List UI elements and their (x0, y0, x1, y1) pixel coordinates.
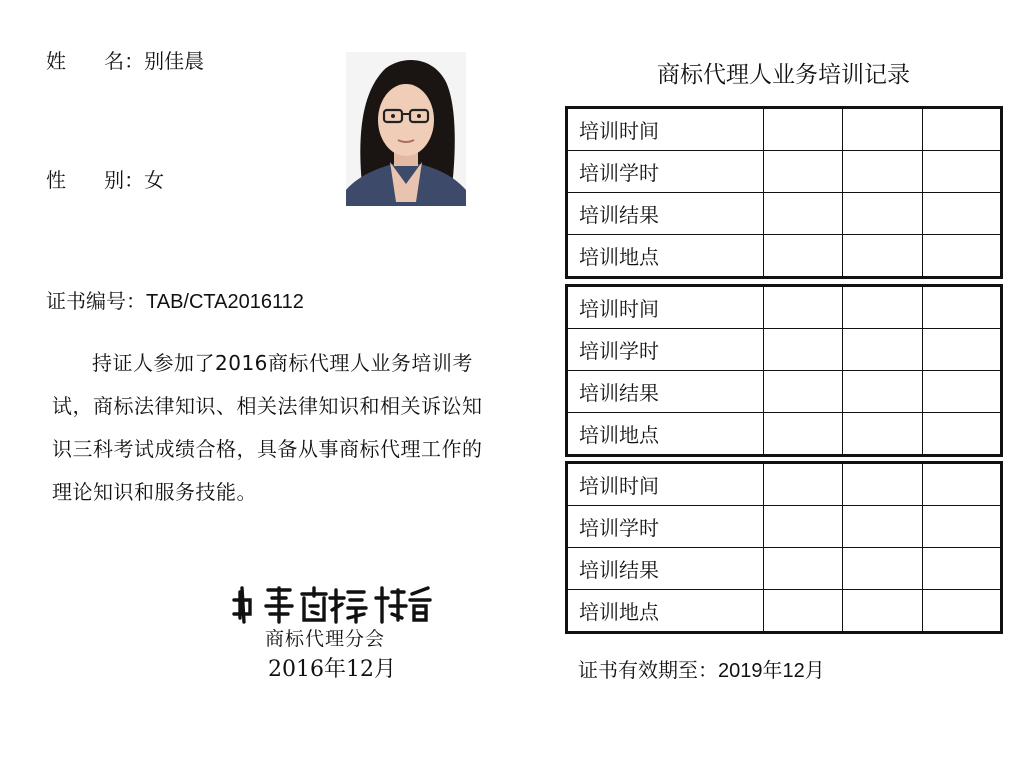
validity-label: 证书有效期至： (578, 658, 718, 682)
record-cell[interactable] (843, 108, 922, 151)
row-label: 培训地点 (567, 413, 764, 456)
record-cell[interactable] (764, 590, 843, 633)
table-row (567, 590, 1002, 633)
record-cell[interactable] (843, 329, 922, 371)
record-cell[interactable] (843, 235, 922, 278)
record-cell[interactable] (922, 329, 1001, 371)
record-cell[interactable] (764, 235, 843, 278)
record-title: 商标代理人业务培训记录 (657, 62, 910, 88)
table-row (567, 193, 1002, 235)
record-cell[interactable] (843, 463, 922, 506)
row-label: 培训结果 (567, 371, 764, 413)
row-label: 培训地点 (567, 235, 764, 278)
row-label: 培训时间 (567, 463, 764, 506)
record-cell[interactable] (764, 506, 843, 548)
table-row (567, 329, 1002, 371)
record-cell[interactable] (843, 413, 922, 456)
record-cell[interactable] (922, 506, 1001, 548)
gender-value: 女 (144, 168, 165, 192)
record-cell[interactable] (843, 506, 922, 548)
row-label: 培训结果 (567, 548, 764, 590)
record-cell[interactable] (764, 548, 843, 590)
issuer-branch: 商标代理分会 (265, 628, 386, 650)
record-cell[interactable] (843, 371, 922, 413)
record-cell[interactable] (922, 463, 1001, 506)
record-cell[interactable] (764, 193, 843, 235)
issue-date: 2016年12月 (268, 657, 396, 682)
cert-number-label: 证书编号： (46, 289, 146, 313)
training-record-table-2 (565, 284, 1003, 457)
association-seal-calligraphy (232, 584, 432, 624)
record-cell[interactable] (764, 151, 843, 193)
record-cell[interactable] (764, 286, 843, 329)
record-cell[interactable] (764, 371, 843, 413)
record-cell[interactable] (764, 108, 843, 151)
gender-field (46, 164, 164, 193)
training-record-table-1 (565, 106, 1003, 279)
record-cell[interactable] (922, 286, 1001, 329)
row-label: 培训结果 (567, 193, 764, 235)
table-row (567, 548, 1002, 590)
training-record-table-3 (565, 461, 1003, 634)
name-field (46, 45, 204, 74)
holder-photo (346, 52, 466, 206)
row-label: 培训时间 (567, 108, 764, 151)
record-cell[interactable] (922, 590, 1001, 633)
table-row (567, 108, 1002, 151)
table-row (567, 286, 1002, 329)
row-label: 培训学时 (567, 329, 764, 371)
validity-date: 2019年12月 (718, 660, 825, 682)
record-cell[interactable] (922, 108, 1001, 151)
cert-number-value: TAB/CTA2016112 (146, 291, 304, 313)
record-cell[interactable] (764, 463, 843, 506)
name-label: 姓 名： (46, 49, 145, 73)
row-label: 培训时间 (567, 286, 764, 329)
table-row (567, 506, 1002, 548)
table-row (567, 151, 1002, 193)
cert-number-field (46, 285, 304, 314)
record-cell[interactable] (843, 590, 922, 633)
record-cell[interactable] (922, 371, 1001, 413)
record-cell[interactable] (843, 151, 922, 193)
gender-label: 性 别： (46, 168, 145, 192)
record-cell[interactable] (922, 193, 1001, 235)
record-cell[interactable] (764, 329, 843, 371)
record-cell[interactable] (843, 548, 922, 590)
record-cell[interactable] (764, 413, 843, 456)
name-value: 别佳晨 (144, 49, 205, 73)
record-cell[interactable] (843, 193, 922, 235)
table-row (567, 463, 1002, 506)
certificate-statement: 持证人参加了2016商标代理人业务培训考试，商标法律知识、相关法律知识和相关诉讼知识三科考试成绩合格，具备从事商标代理工作的理论知识和服务技能。 (52, 351, 483, 504)
record-cell[interactable] (922, 151, 1001, 193)
validity-field (578, 654, 825, 683)
record-cell[interactable] (922, 413, 1001, 456)
row-label: 培训地点 (567, 590, 764, 633)
table-row (567, 235, 1002, 278)
row-label: 培训学时 (567, 506, 764, 548)
record-cell[interactable] (922, 548, 1001, 590)
record-cell[interactable] (922, 235, 1001, 278)
row-label: 培训学时 (567, 151, 764, 193)
table-row (567, 371, 1002, 413)
table-row (567, 413, 1002, 456)
record-cell[interactable] (843, 286, 922, 329)
